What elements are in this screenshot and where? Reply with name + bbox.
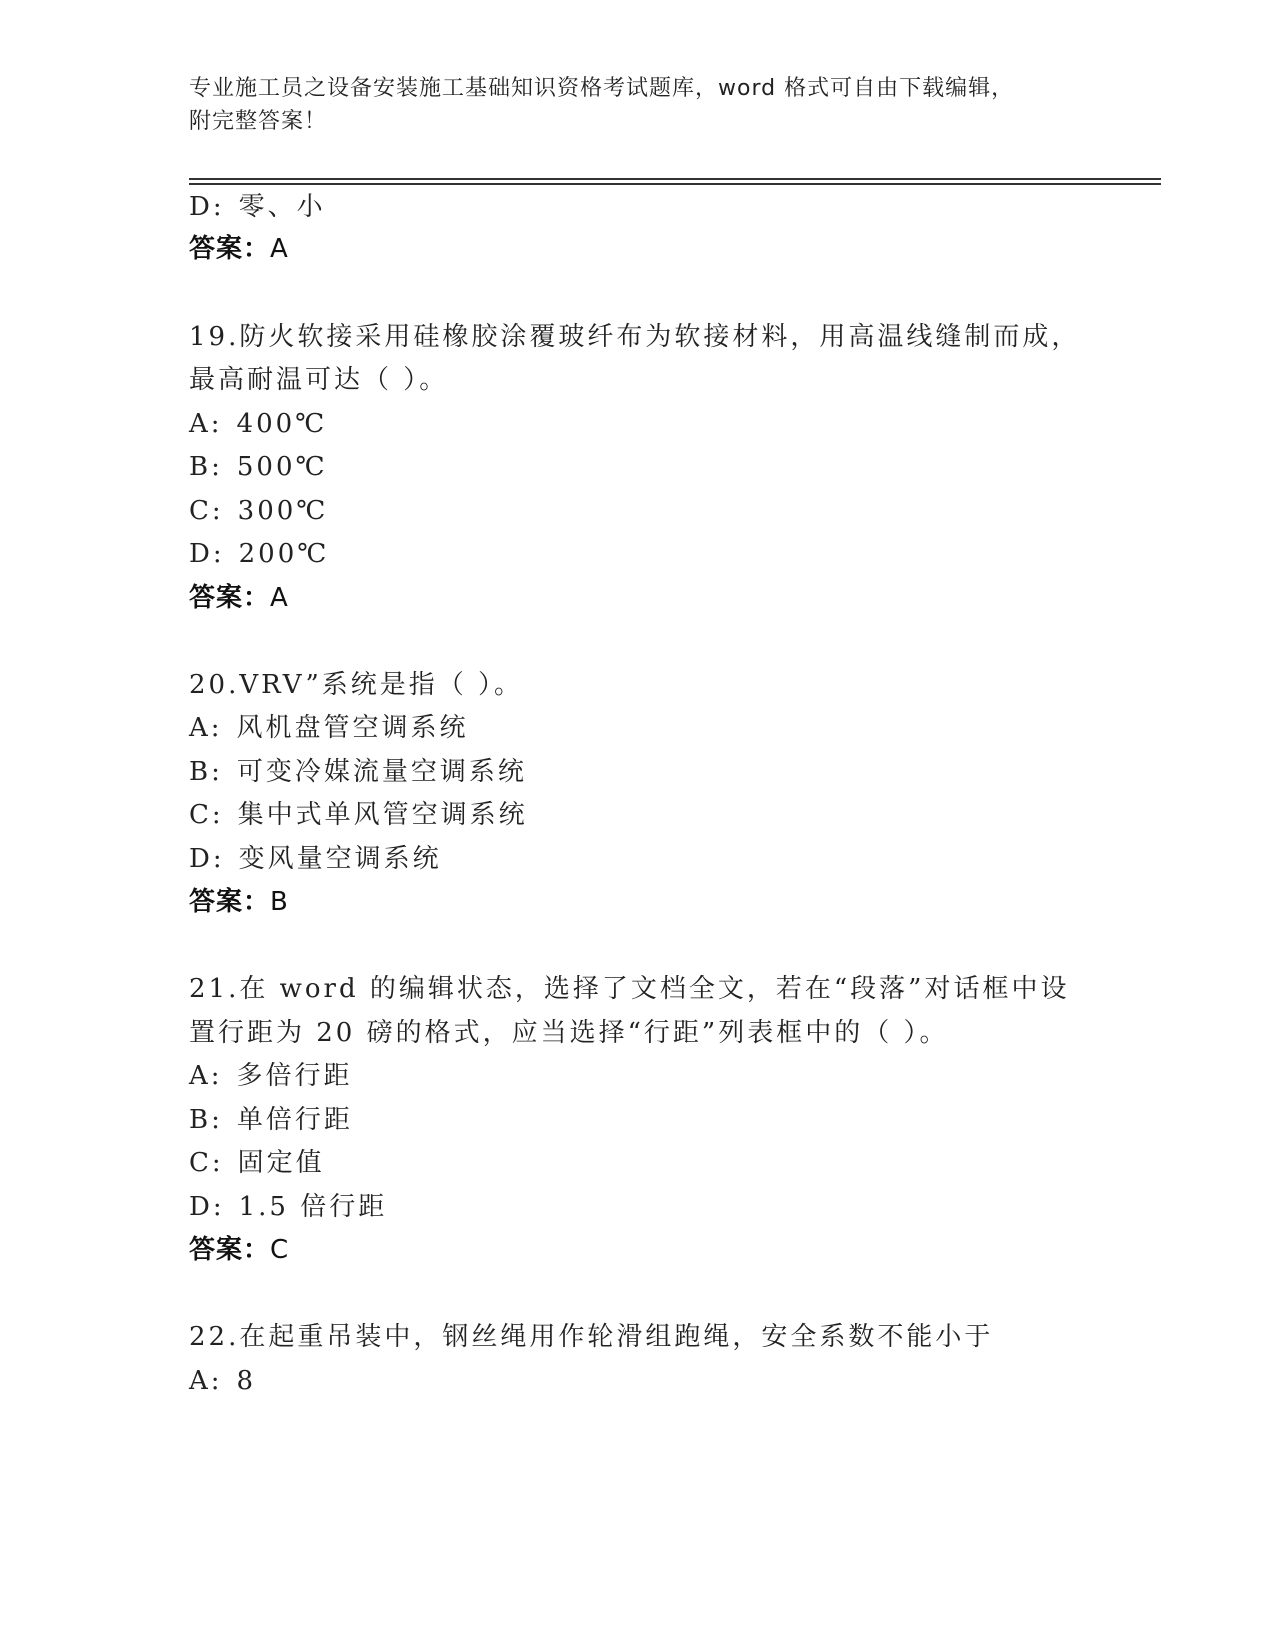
option-key: B: [189, 1105, 223, 1135]
q20-option-d [189, 842, 442, 876]
option-key: C: [189, 800, 224, 830]
option-key: A: [189, 1061, 223, 1091]
option-key: D: [189, 1192, 225, 1222]
option-key: A: [189, 1366, 223, 1396]
option-text: 风机盘管空调系统 [236, 713, 469, 743]
q19-option-d [189, 537, 329, 571]
q18-answer [189, 232, 289, 266]
answer-label: 答案： [189, 234, 271, 264]
option-key: A: [189, 713, 223, 743]
header-line-2: 附完整答案！ [189, 109, 328, 134]
option-text: 可变冷媒流量空调系统 [236, 757, 527, 787]
option-text: 零、小 [238, 192, 326, 222]
answer-label: 答案： [189, 887, 271, 917]
q21-stem-line-1: 21.在 word 的编辑状态，选择了文档全文，若在“段落”对话框中设 [189, 974, 1070, 1004]
option-key: C: [189, 496, 224, 526]
q18-option-d [189, 190, 326, 224]
option-key: A: [189, 409, 223, 439]
q19-option-a [189, 407, 327, 441]
q20-answer [189, 885, 289, 919]
q20-stem-line-1: 20.VRV”系统是指（ ）。 [189, 670, 524, 700]
q21-option-a [189, 1059, 353, 1093]
option-key: D: [189, 192, 225, 222]
q21-option-b [189, 1103, 353, 1137]
option-text: 500℃ [236, 452, 328, 482]
q20-option-c [189, 798, 528, 832]
option-key: D: [189, 844, 225, 874]
option-text: 300℃ [237, 496, 329, 526]
option-text: 8 [236, 1366, 257, 1396]
option-text: 变风量空调系统 [238, 844, 442, 874]
q19-stem-line-1: 19.防火软接采用硅橡胶涂覆玻纤布为软接材料，用高温线缝制而成， [189, 322, 1081, 352]
option-key: D: [189, 539, 225, 569]
option-text: 多倍行距 [236, 1061, 353, 1091]
option-text: 1.5 倍行距 [238, 1192, 388, 1222]
document-header [189, 72, 1089, 138]
q21-stem-line-2: 置行距为 20 磅的格式，应当选择“行距”列表框中的（ ）。 [189, 1018, 949, 1048]
answer-value: B [270, 887, 289, 917]
q22-stem-line-1: 22.在起重吊装中，钢丝绳用作轮滑组跑绳，安全系数不能小于 [189, 1322, 994, 1352]
header-divider-bottom [189, 183, 1161, 185]
option-text: 单倍行距 [236, 1105, 353, 1135]
option-text: 200℃ [238, 539, 330, 569]
answer-label: 答案： [189, 1235, 271, 1265]
q20-option-a [189, 711, 469, 745]
q19-answer [189, 581, 289, 615]
answer-label: 答案： [189, 583, 271, 613]
option-text: 400℃ [236, 409, 328, 439]
q21-option-d [189, 1190, 387, 1224]
header-line-1: 专业施工员之设备安装施工基础知识资格考试题库，word 格式可自由下载编辑， [189, 76, 1015, 101]
answer-value: C [270, 1235, 290, 1265]
header-divider-top [189, 178, 1161, 180]
q20-option-b [189, 755, 527, 789]
answer-value: A [270, 583, 289, 613]
q22-option-a [189, 1364, 256, 1398]
q19-option-c [189, 494, 328, 528]
q21-option-c [189, 1146, 325, 1180]
answer-value: A [270, 234, 289, 264]
q19-option-b [189, 450, 328, 484]
option-key: C: [189, 1148, 224, 1178]
q21-answer [189, 1233, 289, 1267]
q19-stem-line-2: 最高耐温可达（ ）。 [189, 365, 449, 395]
option-key: B: [189, 757, 223, 787]
option-key: B: [189, 452, 223, 482]
option-text: 集中式单风管空调系统 [237, 800, 528, 830]
option-text: 固定值 [237, 1148, 325, 1178]
